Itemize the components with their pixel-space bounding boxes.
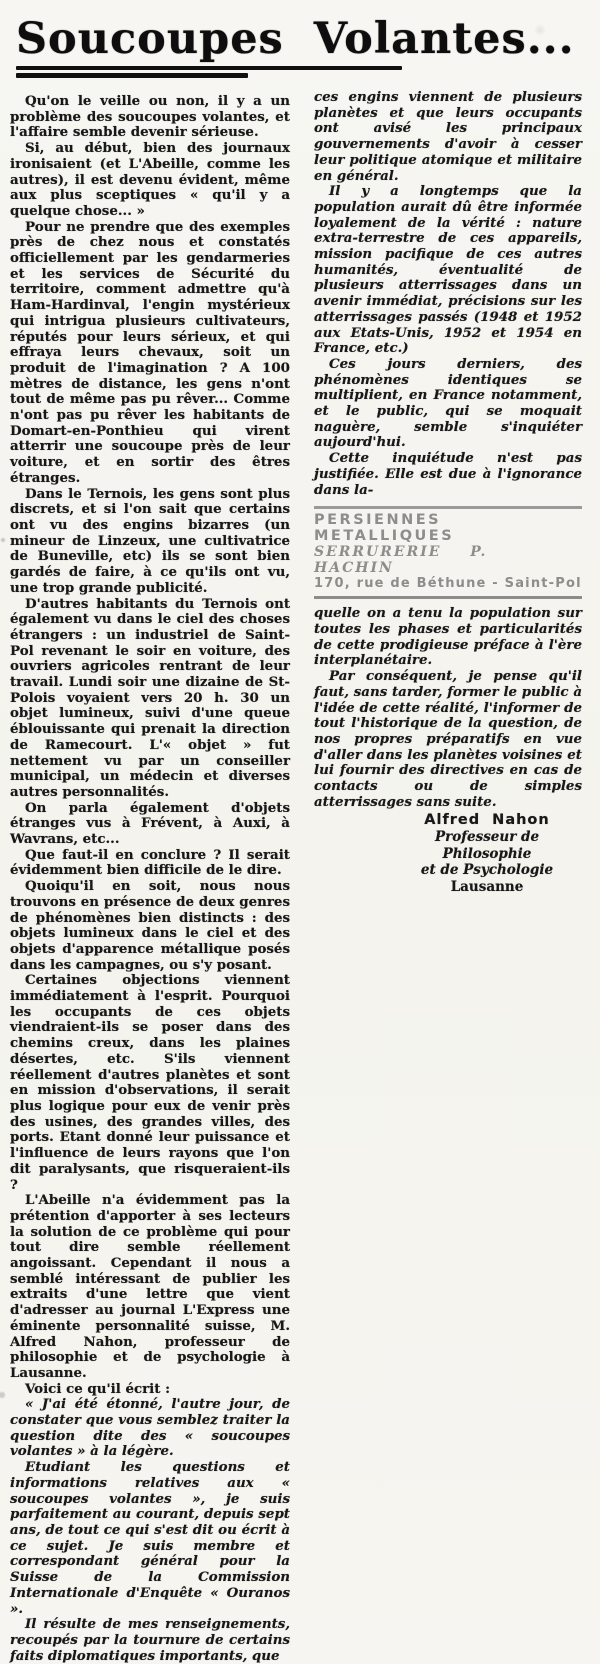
signature-role-line1: Professeur de Philosophie	[434, 829, 540, 862]
column-right-before-ad	[314, 90, 582, 498]
title-underline-short	[16, 73, 248, 78]
column-right-after-ad	[314, 606, 582, 810]
article-paragraph: quelle on a tenu la population sur toutes les phases et particularités de cette prodigieuse préface à l'ère interplanétaire.	[314, 605, 582, 669]
article-title: Soucoupes Volantes...	[16, 14, 575, 64]
article-paragraph: Quoiqu'il en soit, nous nous trouvons en présence de deux genres de phénomènes bien distincts : des objets lumineux dans le ciel et des objets d'apparence métallique posés dans les campagnes, ou s'y posant.	[10, 878, 290, 973]
article-paragraph: Etudiant les questions et informations relatives aux « soucoupes volantes », je suis parfaitement au courant, depuis sept ans, de tout ce qui s'est dit ou écrit à ce sujet. Je suis membre et correspondant général pour la Suisse de la Commission Internationale d'Enquête « Ouranos ».	[10, 1459, 290, 1617]
article-paragraph: ces engins viennent de plusieurs planètes et que leurs occupants ont avisé les principaux gouvernements d'avoir à cesser leur politique atomique et militaire en général.	[314, 89, 582, 184]
article-paragraph: « J'ai été étonné, l'autre jour, de constater que vous semblez traiter la question dite des « soucoupes volantes » à la légère.	[10, 1396, 290, 1460]
article-paragraph: Certaines objections viennent immédiatement à l'esprit. Pourquoi les occupants de ces objets viendraient-ils se poser dans des chemins creux, dans les plaines désertes, etc. S'ils viennent réellement d'autres planètes et sont en mission d'observations, il serait plus logique pour eux de venir près des usines, des grandes villes, des ports. Etant donné leur puissance et l'influence de leurs rayons que l'on dit paralysants, que risqueraient-ils ?	[10, 972, 290, 1193]
column-left	[10, 94, 290, 1664]
article-paragraph: On parla également d'objets étranges vus à Frévent, à Auxi, à Wavrans, etc...	[10, 799, 290, 848]
article-paragraph: D'autres habitants du Ternois ont également vu dans le ciel des choses étrangers : un industriel de Saint-Pol revenant le soir en voiture, des ouvriers agricoles rentrant de leur travail. Lundi soir une dizaine de St-Polois voyaient vers 20 h. 30 un objet lumineux, suivi d'une queue éblouissante qui prenait la direction de Ramecourt. L'« objet » fut nettement vu par un conseiller municipal, un médecin et diverses autres personnalités.	[10, 595, 290, 800]
ad-block	[314, 506, 582, 599]
ad-firm-name: SERRURERIE P. HACHIN	[314, 544, 488, 577]
masthead	[16, 14, 575, 78]
signature-block	[314, 812, 582, 896]
title-underline-long	[16, 66, 402, 70]
article-paragraph: Il résulte de mes renseignements, recoupés par la tournure de certains faits diplomatiques importants, que	[10, 1616, 290, 1664]
article-paragraph: Dans le Ternois, les gens sont plus discrets, et si l'on sait que certains ont vu des engins bizarres (un mineur de Linzeux, une cultivatrice de Buneville, etc) ils se sont bien gardés de faire, à ce qu'ils ont vu, une trop grande publicité.	[10, 485, 290, 596]
signature-city: Lausanne	[450, 878, 524, 895]
article-paragraph: Voici ce qu'il écrit :	[25, 1380, 171, 1397]
article-paragraph: Pour ne prendre que des exemples près de chez nous et constatés officiellement par les gendarmeries et les services de Sécurité du territoire, comment admettre qu'à Ham-Hardinval, l'engin mystérieux qui intrigua plusieurs cultivateurs, réputés pour leurs sérieux, et qui effraya leurs chevaux, soit un produit de l'imagination ? A 100 mètres de distance, les gens n'ont tout de même pas pu rêver... Comme n'ont pas pu rêver les habitants de Domart-en-Ponthieu qui virent atterrir une soucoupe près de leur voiture, et en sortir des êtres étranges.	[10, 218, 290, 486]
article-paragraph: Par conséquent, je pense qu'il faut, sans tarder, former le public à l'idée de cette réalité, l'informer de tout l'historique de la question, de nos propres préparatifs en vue d'aller dans les planètes voisines et lui fournir des directives en cas de contacts ou de simples atterrissages sans suite.	[314, 668, 582, 810]
article-paragraph: Il y a longtemps que la population aurait dû être informée loyalement de la vérité : nature extra-terrestre de ces appareils, mission pacifique de ces autres humanités, éventualité de plusieurs atterrissages dans un avenir immédiat, précisions sur les atterrissages passés (1948 et 1952 aux Etats-Unis, 1952 et 1954 en France, etc.)	[314, 183, 582, 357]
article-paragraph: Si, au début, bien des journaux ironisaient (et L'Abeille, comme les autres), il est devenu évident, même aux plus sceptiques « qu'il y a quelque chose... »	[10, 140, 290, 219]
ad-title: PERSIENNES METALLIQUES	[314, 512, 455, 545]
column-right	[314, 90, 582, 896]
article-paragraph: Que faut-il en conclure ? Il serait évidemment bien difficile de le dire.	[10, 846, 290, 879]
article-paragraph: Cette inquiétude n'est pas justifiée. Elle est due à l'ignorance dans la-	[314, 450, 582, 498]
article-paragraph: Ces jours derniers, des phénomènes identiques se multiplient, en France notamment, et le public, qui se moquait naguère, semble s'inquiéter aujourd'hui.	[314, 355, 582, 451]
signature-role-line2: et de Psychologie	[420, 862, 554, 879]
article-paragraph: L'Abeille n'a évidemment pas la prétention d'apporter à ses lecteurs la solution de ce problème qui pour tout dire semble réellement angoissant. Cependant il nous a semblé intéressant de publier les extraits d'une lettre que vient d'adresser au journal L'Express une éminente personnalité suisse, M. Alfred Nahon, professeur de philosophie et de psychologie à Lausanne.	[10, 1192, 290, 1381]
article-paragraph: Qu'on le veille ou non, il y a un problème des soucoupes volantes, et l'affaire semble devenir sérieuse.	[10, 93, 290, 141]
ad-address: 170, rue de Béthune - Saint-Pol	[314, 576, 582, 592]
signature-name: Alfred Nahon	[424, 812, 550, 829]
